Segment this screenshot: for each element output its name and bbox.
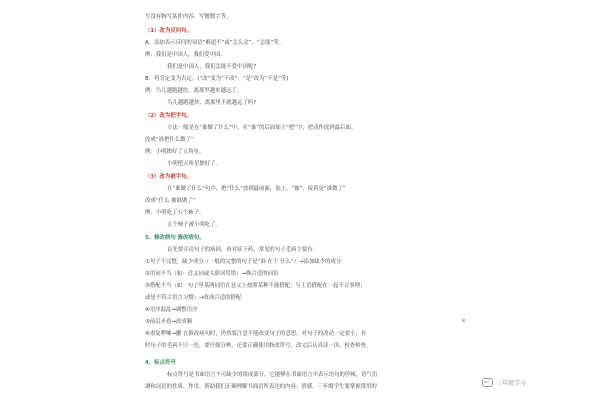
text-line: ②用词不当（如：近义词或关联词用错）→换合适的词语 <box>145 271 279 277</box>
text-line: ①句子不完整，缺少成分（一般的完整的句子是“谁 在干 什么”）→添加缺少的成分 <box>145 259 342 265</box>
text-line: 首先要弄清句子的病因，再对症下药，常见的句子毛病主要有： <box>167 247 318 253</box>
watermark <box>482 378 526 387</box>
text-line: 例：鸟儿越跑越快，离那里越来越远了。 <box>145 88 243 94</box>
text-line: 改成“谁把什么做了” <box>145 137 194 143</box>
text-line: ④语序混乱→调整语序 <box>145 307 198 313</box>
text-line: ⑥重复啰嗦→删 在修改病句时，仍然要注意不能改变句子的意思。对句子的改动一定要小，有 <box>145 331 367 337</box>
text-line: 标点符号是书面语言不可缺少的组成部分，它能够在书面语言中表示语句的停顿，语气语 <box>167 372 378 378</box>
heading-ba-sentence: （2）改为把字句。 <box>145 113 192 119</box>
text-line: 我们是中国人，我们怎能不爱中国呢? <box>167 64 257 70</box>
text-line: 例：小明吃了五个柿子。 <box>145 210 205 216</box>
text-line: 在“谁做了什么”句中，把“什么”放到最前面，加上，“被”，接着是“谁做了” <box>167 186 346 192</box>
text-line: 改成“什么 被谁做了” <box>145 198 196 204</box>
text-line: 或是不符合语言习惯）→改成合适的搭配 <box>145 295 242 301</box>
wechat-icon <box>482 378 493 387</box>
text-line: 鸟儿越跑越快，离那里不就越远了吗? <box>167 100 257 106</box>
text-line: 五个柿子被小明吃了。 <box>167 222 221 228</box>
text-line: 例：小明擦好了五角星。 <box>145 149 205 155</box>
heading-punctuation: 4、标点符号 <box>145 360 176 366</box>
text-line: 例：我们是中国人，我们爱中国。 <box>145 52 226 58</box>
text-line: A．添加表示反问的词语“难道不”或“怎么会”、“怎能”等。 <box>145 40 285 46</box>
heading-revise-sentences: 5、修改病句 修改病句。 <box>145 235 205 241</box>
text-line: 小明把五角星擦好了。 <box>167 161 221 167</box>
text-line: 号没有胸写某件内容、写镀镀字等。 <box>145 14 232 20</box>
watermark-text: 三年级学习 <box>496 380 527 387</box>
text-line: ③搭配不当（如：句子里某两词语在意义上按照某种不能搭配；与主语搭配在一起不合事理； <box>145 283 366 289</box>
text-line: 方法一般是在“谁做了什么”中，在“谁”的后面加上“把”字，把动作放到最后面。 <box>167 125 357 131</box>
text-line: B．将肯定变为否定。(“改”变为“不改”，“是”改为“不是”等) <box>145 76 289 82</box>
page-number: 8 <box>462 319 465 324</box>
text-line: 时句子的毛病不只一处，要仔细分辨，还要正确使用修改符号，改完后认真读一读，检查检查。 <box>145 343 372 349</box>
text-line: 调和词语的性质、作用。帮助我们正确理解书面语所表达的内容、情感。三年级学生要掌握常用的 <box>145 384 377 390</box>
text-line: ⑤前后矛盾→改成顺 <box>145 319 193 325</box>
heading-bei-sentence: （3）改为被字句。 <box>145 174 192 180</box>
heading-rhetorical: （1）改为反问句。 <box>145 28 192 34</box>
